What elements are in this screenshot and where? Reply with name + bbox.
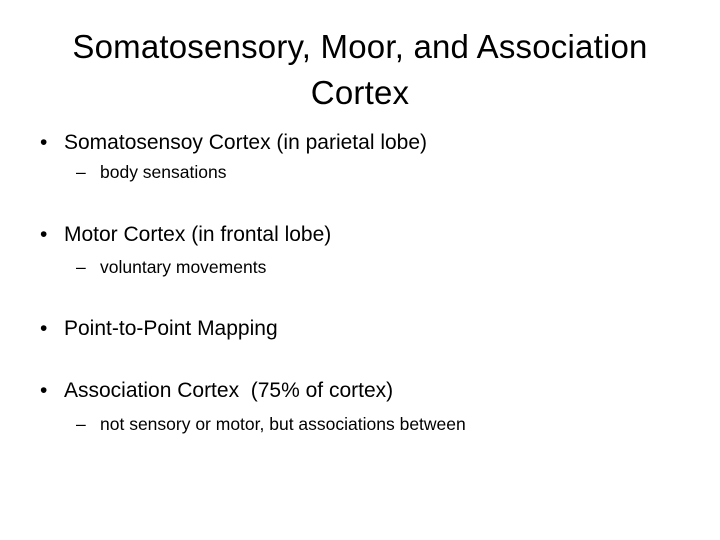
slide-title [30, 24, 690, 116]
bullet-marker: • [40, 379, 48, 402]
sub-bullet-marker: – [76, 257, 86, 277]
title-line-2: Cortex [310, 74, 410, 111]
bullet-motor-cortex [40, 222, 331, 248]
sub-bullet-marker: – [76, 414, 86, 434]
title-line-1: Somatosensory, Moor, and Association [72, 28, 648, 65]
bullet-text: Point-to-Point Mapping [64, 317, 278, 340]
bullet-marker: • [40, 223, 48, 246]
sub-bullet-voluntary-movements [76, 256, 266, 278]
bullet-text: Motor Cortex (in frontal lobe) [64, 223, 332, 246]
bullet-point-to-point-mapping [40, 316, 278, 342]
sub-bullet-text: not sensory or motor, but associations between [100, 414, 466, 434]
bullet-association-cortex [40, 378, 393, 404]
sub-bullet-body-sensations [76, 161, 226, 183]
bullet-marker: • [40, 131, 48, 154]
bullet-somatosensory [40, 130, 427, 156]
bullet-text: Association Cortex (75% of cortex) [64, 379, 394, 402]
sub-bullet-associations [76, 413, 466, 435]
bullet-marker: • [40, 317, 48, 340]
bullet-text: Somatosensoy Cortex (in parietal lobe) [64, 131, 428, 154]
sub-bullet-text: voluntary movements [100, 257, 267, 277]
sub-bullet-marker: – [76, 162, 86, 182]
sub-bullet-text: body sensations [100, 162, 227, 182]
